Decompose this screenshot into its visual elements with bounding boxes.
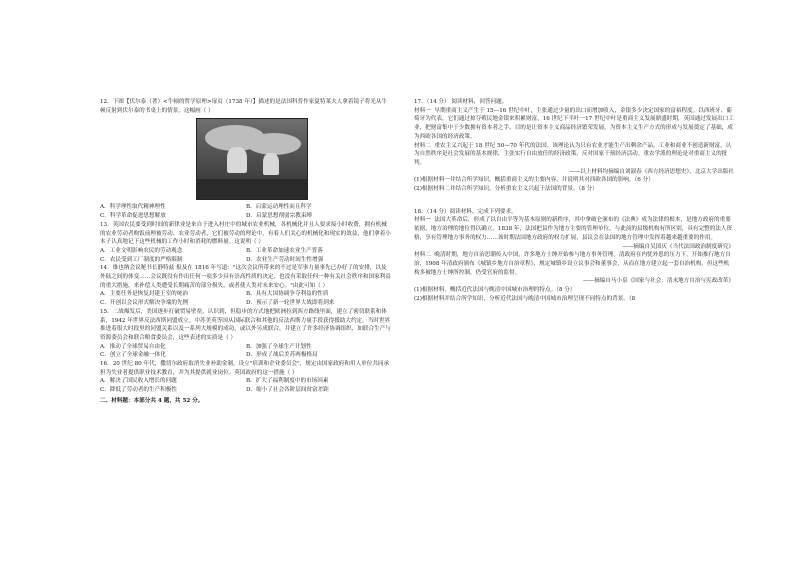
option-b[interactable]: B．具有大国协调争夺利益的性质 xyxy=(246,291,329,298)
question-15-options xyxy=(100,343,392,360)
material-label: 材料二 xyxy=(414,252,431,259)
figure-shape xyxy=(227,147,247,173)
question-18-source-1: ——摘编自吴国庆《当代法国政治制度研究》 xyxy=(622,243,734,250)
question-18-material-2 xyxy=(414,251,734,277)
option-a[interactable]: A．工业文明影响农民的劳动观念 xyxy=(100,247,183,254)
right-column xyxy=(414,98,734,303)
option-b[interactable]: B．扩大了福利制度中的市场因素 xyxy=(246,378,329,385)
material-label: 材料一 xyxy=(414,107,431,114)
option-d[interactable]: D．缩小了社会各阶层间贫富差距 xyxy=(246,387,329,394)
question-17-sub-2: (2)根据材料二并结合所学知识，分析重农主义兴起于法国的背景。（8 分） xyxy=(414,186,598,193)
question-14-stem: 14．维也纳会议秘书长静特兹 报及在 1816 年写道："这次会议所带来的不过是军事力量事先已办好了的安排，以及外陆之间的体变……会议既没有作出任何一项多少具有崇高性质的决定，也没有采取任何一种有关社会秩序和国家利益的重大措施，来补偿人类遭受长期痛苦的部分损失，或者使人类对未来安心。"由此可知（ ） xyxy=(100,265,391,289)
option-c[interactable]: C．科学革命促进思想解放 xyxy=(100,213,166,220)
material-text: 早期重商主义产生于 15—16 世纪中叶，主张通过少量的出口而增加收入，金银多少决定国家的富裕程度。以西班牙、葡萄牙为代表，它们通过掠夺殖民地金银来积累财富。16 世纪下半叶一17 世纪中叶是重商主义发展鼎盛时期，英国通过发展出口工业，把财富集中于少数拥有资本者之手，目的是让资本主义商品经济繁荣发展，为资本主义生产方式的形成与发展奠定了基础，成为西欧各国的经济政策。 xyxy=(414,107,734,140)
material-label: 材料一 xyxy=(414,217,431,224)
question-13-stem: 13．英国农民要受到时间的新律业是来自于进入村庄中的城市农业机械，各机械化并且人要求接小时收费，拥有机械的农业劳动者购饭前理被劳动、农业劳动者，它们被劳动的理论中，有着人们关心的机械化和现实的效益，他们拿着小本子认真地记下这些机械的工作小时和消耗的燃料量。这说明（ ） xyxy=(100,221,391,246)
option-d[interactable]: D．预示了新一轮世界大战即将到来 xyxy=(246,300,335,307)
material-label: 材料二 xyxy=(414,142,431,149)
question-17-source: ——以上材料均摘编自刘淑春《西方经济思想史》，北京大学出版社 xyxy=(568,168,734,175)
question-17-material-1 xyxy=(414,107,734,142)
question-16-stem: 16．20 世纪 80 年代，撒切尔政府取消失业补助金制，设立"培训和企业委员会"，规定由国家政府和用人单位共同承担为失业者提供职业技术教育，并为其提供就业岗位。英国政府的这一措施（ ） xyxy=(100,361,390,376)
option-c[interactable]: C．降低了劳动者的生产积极性 xyxy=(100,387,177,394)
question-13-options xyxy=(100,247,392,264)
historical-engraving-image xyxy=(196,118,308,200)
question-14-options xyxy=(100,290,392,307)
material-text: 晚清时期，地方自治思潮传入中国，许多地方士绅开始参与地方事务管理。清政府在内忧外患的压力下，开始推行地方自治，1908 年清政府颁布《城镇乡地方自治章程》，规定城镇乡设立议事会和董事会，从而在地方建立起一套自治机构，但这些机构多被地方士绅所控制，仍受官府的监督。 xyxy=(414,252,731,276)
option-b[interactable]: B．启蒙运动理性而且科学 xyxy=(246,204,312,211)
material-text: 重农主义兴起于 18 世纪 50—70 年代的法国。该理论认为只有农业才能生产出剩余产品，工业和商业不创造新财富，认为自然秩序是社会发展的基本规律，主张实行自由放任的经济政策，反对国家干预经济活动。重农学派的理论是对重商主义的批判。 xyxy=(414,142,732,166)
option-a[interactable]: A．科学理性取代精神理性 xyxy=(100,204,166,211)
question-18-source-2: ——摘编自马小泉《国家与社会：清末地方自治与宪政改革》 xyxy=(582,278,734,285)
option-a[interactable]: A．解决了国民收入增长的问题 xyxy=(100,378,177,385)
option-c[interactable]: C．创立了全球金融一体化 xyxy=(100,352,166,359)
question-18-block xyxy=(414,208,734,304)
desk-shape xyxy=(197,179,307,199)
material-text: 法国大革命后，形成了以自由平等为基本原则的新秩序，其中拿破仑颁布的《法典》成为法律的根本，是地方政府的重要依据，地方治理的地位得以确立。1838 年，法国把县作为地方主要的管理单位，与此前的县级机构有所区别，具有完整的法人资格，享有管理地方事务的权力……该时期法国地方政府的权力扩展，县议会在法国的地方管理中发挥着越来越重要的作用。 xyxy=(414,217,733,241)
cloud-shape xyxy=(247,133,301,155)
question-12-options xyxy=(100,203,392,220)
question-18-sub-2: (2)根据材料并结合所学知识，分析近代法国与晚清中国城市治理呈现不同特点的背景。（8 xyxy=(414,295,636,302)
figure-shape xyxy=(263,153,279,175)
option-c[interactable]: C．开创以会议形式解决争端的先例 xyxy=(100,300,189,307)
option-a[interactable]: A．主要任务是恢复封建王室的统治 xyxy=(100,291,188,298)
option-c[interactable]: C．农民受到工厂制度的严格限制 xyxy=(100,256,183,263)
option-b[interactable]: B．工业革命加速农业生产普落 xyxy=(246,247,323,254)
option-b[interactable]: B．加强了全球生产计划性 xyxy=(246,343,312,350)
question-18-sub-1: (1)根据材料，概括近代法国与晚清中国城市治理的特点。（8 分） xyxy=(414,287,576,294)
option-a[interactable]: A．推动了全球贸易自由化 xyxy=(100,343,166,350)
question-17-sub-1: (1)根据材料一并结合所学知识，概括重商主义的主要内容，并说明其对西欧各国的影响。（6 分） xyxy=(414,177,654,184)
left-column xyxy=(100,98,392,406)
question-12-stem: 12．下图【伏尔泰（著）<牛顿的哲学原理>扉页（1738 年）】描述的是法国科普作家夏特莱夫人拿着镜子将光从牛顿反射到伏尔泰的书桌上的情景。这幅画（ ） xyxy=(100,99,388,114)
option-d[interactable]: D．形成了战后美苏两极格局 xyxy=(246,352,318,359)
option-d[interactable]: D．启蒙思想削弱宗教束缚 xyxy=(246,213,313,220)
question-15-stem: 15．二战爆发后，美国逐步打破贸易壁垒，认识到，但稳步的方式地把欧洲拉到西方路线里面，建立了密切联系和体系，1942 年世界反法西斯同盟成立。中苏美英等国从国际联合和其他的反法西斯力量手段获得援助大约定，当时世界推进着很大时段里的同盟关系以及一系列大规模的成功，或以外另成联合，并建立了许多经济协调组织，如联合生产与资源委员会和联合粮食委员会，这些表述的实质是（ ） xyxy=(100,308,391,341)
question-17-heading: 17．（14 分） 阅读材料，回答问题。 xyxy=(414,99,508,105)
question-16-options xyxy=(100,377,392,394)
question-18-material-1 xyxy=(414,216,734,242)
question-17-material-2 xyxy=(414,142,734,168)
option-d[interactable]: D．农业生产劳动时间生性增强 xyxy=(246,256,324,263)
question-18-heading: 18．（14 分）阅读材料，完成下列要求。 xyxy=(414,208,517,215)
section-2-heading: 二、材料题：本部分共 4 题，共 52 分。 xyxy=(100,397,204,404)
